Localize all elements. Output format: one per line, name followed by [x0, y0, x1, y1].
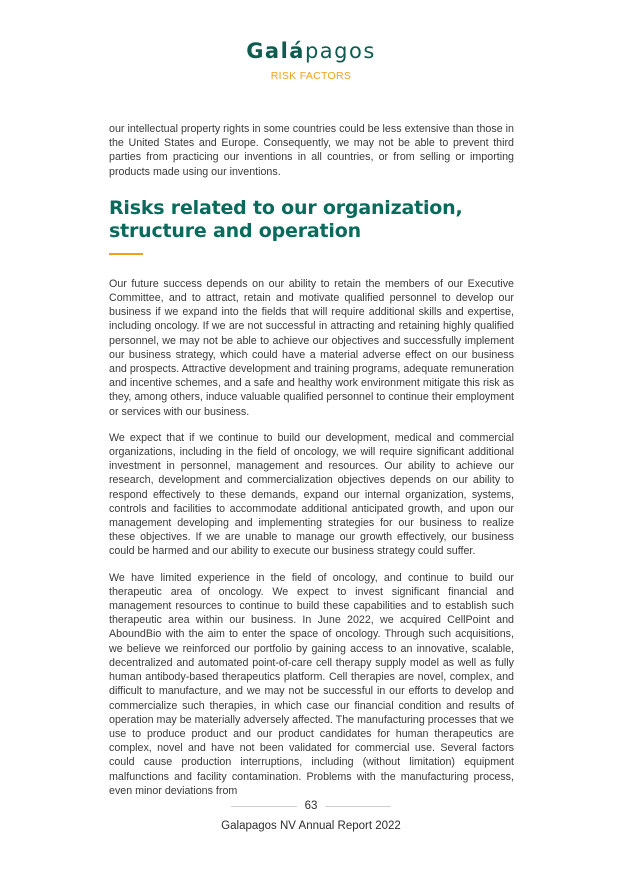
section-heading: Risks related to our organization, structure and operation: [109, 196, 463, 242]
heading-underline: [109, 253, 143, 255]
logo-light-text: pagos: [304, 39, 376, 63]
body-paragraph: We have limited experience in the field of oncology, and continue to build our therapeutic area of oncology. We expect to invest significant financial and management resources to continue to build these capabilities and to establish such therapeutic area within our business. In June 2022, we acquired CellPoint and AboundBio with the aim to enter the space of oncology. Through such acquisitions, we believe we reinforced our portfolio by gaining access to an innovative, scalable, decentralized and automated point-of-care cell therapy supply model as well as fully human antibody-based therapeutics platform. Cell therapies are novel, complex, and difficult to manufacture, and we may not be successful in our efforts to develop and commercialize such therapies, in which case our financial condition and results of operation may be materially adversely affected. The manufacturing processes that we use to produce product and our product candidates for human therapeutics are complex, novel and have not been validated for commercial use. Several factors could cause production interruptions, including (without limitation) equipment malfunctions and facility contamination. Problems with the manufacturing process, even minor deviations from: [109, 571, 514, 797]
section-title: RISK FACTORS: [270, 70, 352, 82]
page-header: [0, 38, 622, 82]
galapagos-logo: [0, 38, 622, 64]
page-footer: [0, 800, 622, 832]
footer-rule-left: [231, 806, 297, 807]
intro-paragraph: our intellectual property rights in some countries could be less extensive than those in the United States and Europe. Consequently, we may not be able to prevent third parties from practicing our inventions in all countries, or from selling or importing products made using our inventions.: [109, 123, 514, 178]
logo-bold-text: Galá: [246, 39, 305, 63]
body-paragraph: Our future success depends on our ability to retain the members of our Executive Committee, and to attract, retain and motivate qualified personnel to develop our business if we expand into the fields that will require additional skills and expertise, including oncology. If we are not successful in attracting and retaining highly qualified personnel, we may not be able to achieve our objectives and successfully implement our business strategy, which could have a material adverse effect on our business and prospects. Attractive development and training programs, adequate remuneration and incentive schemes, and a safe and healthy work environment mitigate this risk as they, among others, induce valuable qualified personnel to continue their employment or services with our business.: [109, 277, 514, 418]
page-number-row: [0, 800, 622, 812]
body-paragraph: We expect that if we continue to build our development, medical and commercial organizations, including in the field of oncology, we will require significant additional investment in personnel, management and resources. Our ability to achieve our research, development and commercialization objectives depends on our ability to respond effectively to these demands, expand our internal organization, systems, controls and facilities to accommodate additional anticipated growth, and upon our management developing and implementing strategies for our business to realize these objectives. If we are unable to manage our growth effectively, our business could be harmed and our ability to execute our business strategy could suffer.: [109, 431, 514, 558]
report-title: Galapagos NV Annual Report 2022: [221, 820, 401, 832]
page-number: 63: [304, 800, 318, 812]
footer-rule-right: [325, 806, 391, 807]
main-content: [109, 122, 514, 810]
